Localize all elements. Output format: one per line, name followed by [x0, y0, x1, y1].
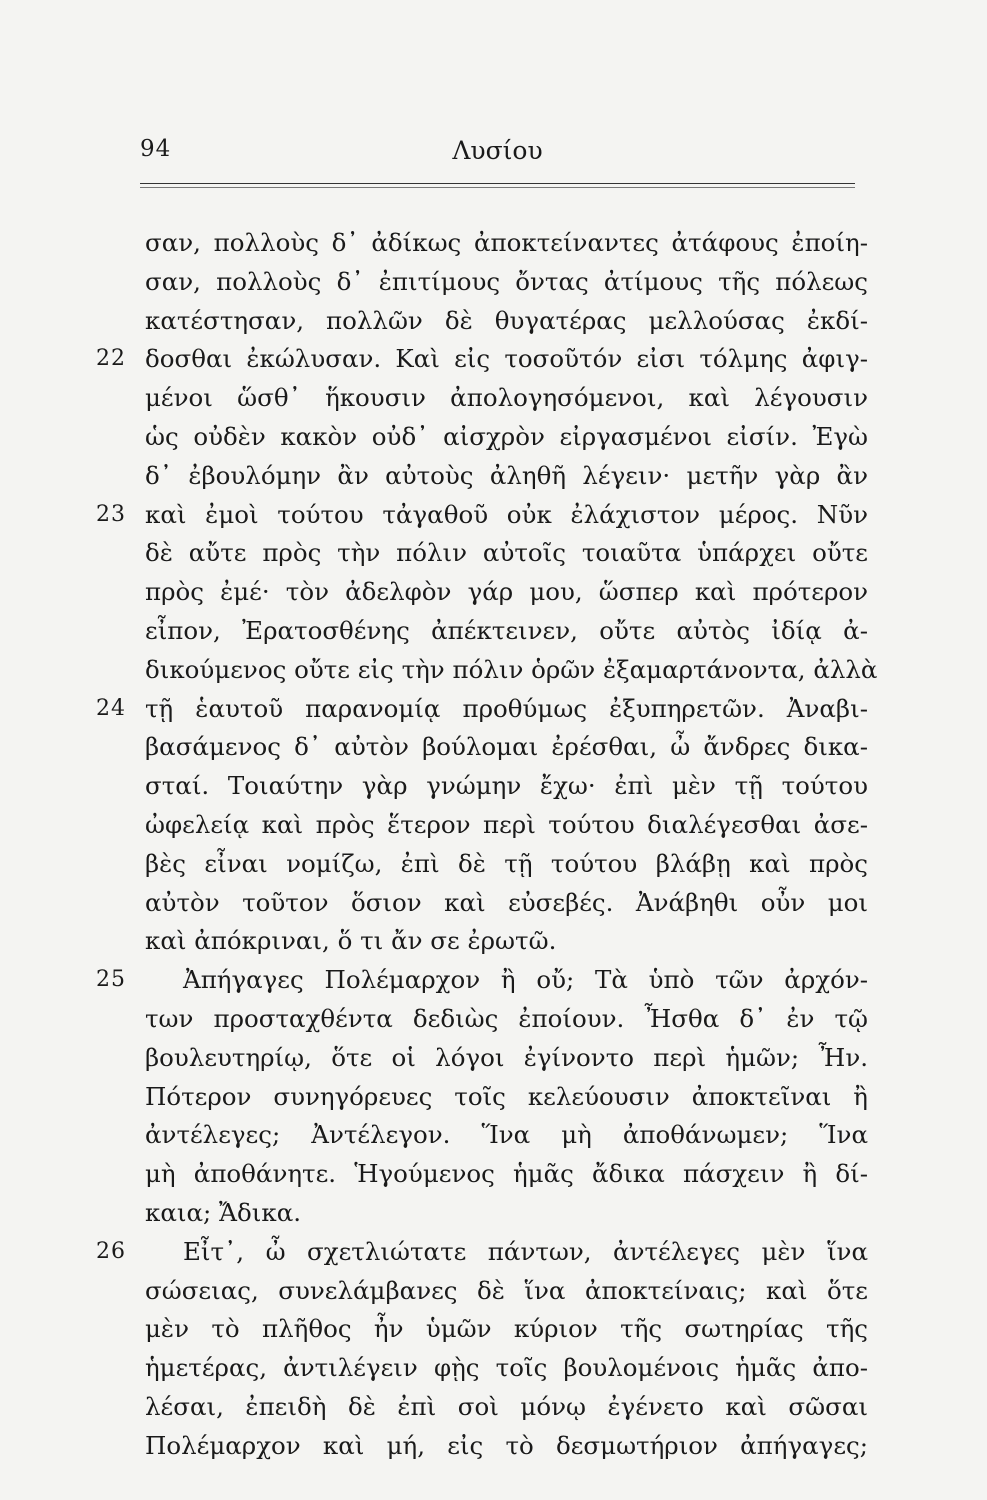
line-text: καια; Ἄδικα.: [145, 1197, 302, 1227]
text-line: [0, 1310, 987, 1349]
text-line: [0, 457, 987, 496]
page-number: 94: [140, 136, 172, 162]
line-text: δὲ αὔτε πρὸς τὴν πόλιν αὐτοῖς τοιαῦτα ὑπάρχει οὔτε: [145, 538, 868, 568]
line-text: τῇ ἑαυτοῦ παρανομίᾳ προθύμως ἐξυπηρετῶν. Ἀναβι-: [145, 693, 868, 723]
line-text: δοσθαι ἐκώλυσαν. Καὶ εἰς τοσοῦτόν εἰσι τόλμης ἀφιγ-: [145, 344, 868, 374]
text-line: [0, 379, 987, 418]
text-line: [0, 1039, 987, 1078]
line-text: αὐτὸν τοῦτον ὅσιον καὶ εὐσεβές. Ἀνάβηθι οὖν μοι: [145, 887, 868, 917]
text-line: [0, 534, 987, 573]
line-text: Πότερον συνηγόρευες τοῖς κελεύουσιν ἀποκτεῖναι ἢ: [145, 1081, 868, 1111]
line-text: ὠφελείᾳ καὶ πρὸς ἕτερον περὶ τούτου διαλέγεσθαι ἀσε-: [145, 809, 868, 839]
line-text: ἡμετέρας, ἀντιλέγειν φῂς τοῖς βουλομένοις ἡμᾶς ἀπο-: [145, 1353, 868, 1383]
line-text: σώσειας, συνελάμβανες δὲ ἵνα ἀποκτείναις; καὶ ὅτε: [145, 1275, 868, 1305]
text-line: [0, 573, 987, 612]
line-text: λέσαι, ἐπειδὴ δὲ ἐπὶ σοὶ μόνῳ ἐγένετο καὶ σῶσαι: [145, 1391, 868, 1421]
text-line: [0, 418, 987, 457]
text-line: [0, 1000, 987, 1039]
section-number: 24: [96, 695, 126, 721]
line-text: σαν, πολλοὺς δ᾽ ἐπιτίμους ὄντας ἀτίμους τῆς πόλεως: [145, 266, 868, 296]
line-text: δικούμενος οὔτε εἰς τὴν πόλιν ὁρῶν ἐξαμαρτάνοντα, ἀλλὰ: [145, 654, 878, 684]
text-line: [0, 302, 987, 341]
text-line: [0, 690, 987, 729]
text-line: [0, 1233, 987, 1272]
text-line: [0, 1427, 987, 1466]
text-line: [0, 1349, 987, 1388]
text-line: [0, 922, 987, 961]
line-text: ὡς οὐδὲν κακὸν οὐδ᾽ αἰσχρὸν εἰργασμένοι εἰσίν. Ἐγὼ: [145, 421, 868, 451]
text-line: [0, 612, 987, 651]
text-line: [0, 884, 987, 923]
line-text: βὲς εἶναι νομίζω, ἐπὶ δὲ τῇ τούτου βλάβῃ καὶ πρὸς: [145, 848, 868, 878]
section-number: 22: [96, 346, 126, 372]
line-text: μὲν τὸ πλῆθος ἦν ὑμῶν κύριον τῆς σωτηρίας τῆς: [145, 1314, 868, 1344]
line-text: μὴ ἀποθάνητε. Ἡγούμενος ἡμᾶς ἄδικα πάσχειν ἢ δί-: [145, 1159, 868, 1189]
text-line: [0, 1194, 987, 1233]
body-text: [0, 224, 987, 1466]
header-rule: [140, 183, 855, 188]
line-text: πρὸς ἐμέ· τὸν ἀδελφὸν γάρ μου, ὥσπερ καὶ πρότερον: [145, 577, 868, 607]
line-text: βασάμενος δ᾽ αὐτὸν βούλομαι ἐρέσθαι, ὦ ἄνδρες δικα-: [145, 732, 868, 762]
text-line: [0, 1272, 987, 1311]
line-text: Πολέμαρχον καὶ μή, εἰς τὸ δεσμωτήριον ἀπήγαγες;: [145, 1430, 868, 1460]
line-text: καὶ ἐμοὶ τούτου τἀγαθοῦ οὐκ ἐλάχιστον μέρος. Νῦν: [145, 499, 868, 529]
section-number: 26: [96, 1238, 126, 1264]
line-text: δ᾽ ἐβουλόμην ἂν αὐτοὺς ἀληθῆ λέγειν· μετῆν γὰρ ἂν: [145, 460, 868, 490]
text-line: [0, 1155, 987, 1194]
text-line: [0, 728, 987, 767]
text-line: [0, 806, 987, 845]
line-text: μένοι ὥσθ᾽ ἥκουσιν ἀπολογησόμενοι, καὶ λέγουσιν: [145, 383, 868, 413]
text-line: [0, 496, 987, 535]
line-text: Εἶτ᾽, ὦ σχετλιώτατε πάντων, ἀντέλεγες μὲν ἵνα: [183, 1236, 868, 1266]
text-line: [0, 224, 987, 263]
section-number: 25: [96, 967, 126, 993]
line-text: εἶπον, Ἐρατοσθένης ἀπέκτεινεν, οὔτε αὐτὸς ἰδίᾳ ἀ-: [145, 615, 868, 645]
text-line: [0, 845, 987, 884]
line-text: σταί. Τοιαύτην γὰρ γνώμην ἔχω· ἐπὶ μὲν τῇ τούτου: [145, 771, 868, 801]
text-line: [0, 263, 987, 302]
line-text: κατέστησαν, πολλῶν δὲ θυγατέρας μελλούσας ἐκδί-: [145, 305, 868, 335]
line-text: των προσταχθέντα δεδιὼς ἐποίουν. Ἦσθα δ᾽ ἐν τῷ: [145, 1003, 868, 1033]
text-line: [0, 1388, 987, 1427]
text-line: [0, 1078, 987, 1117]
line-text: σαν, πολλοὺς δ᾽ ἀδίκως ἀποκτείναντες ἀτάφους ἐποίη-: [145, 228, 868, 257]
line-text: καὶ ἀπόκριναι, ὅ τι ἄν σε ἐρωτῶ.: [145, 926, 557, 956]
text-line: [0, 651, 987, 690]
line-text: βουλευτηρίῳ, ὅτε οἱ λόγοι ἐγίνοντο περὶ ἡμῶν; Ἦν.: [145, 1042, 868, 1072]
page-header: [140, 136, 855, 176]
running-title: Λυσίου: [452, 136, 543, 165]
text-line: [0, 340, 987, 379]
section-number: 23: [96, 501, 126, 527]
text-line: [0, 1116, 987, 1155]
line-text: Ἀπήγαγες Πολέμαρχον ἢ οὔ; Τὰ ὑπὸ τῶν ἀρχόν-: [183, 965, 868, 995]
text-line: [0, 767, 987, 806]
line-text: ἀντέλεγες; Ἀντέλεγον. Ἵνα μὴ ἀποθάνωμεν; Ἵνα: [145, 1120, 868, 1150]
text-line: [0, 961, 987, 1000]
